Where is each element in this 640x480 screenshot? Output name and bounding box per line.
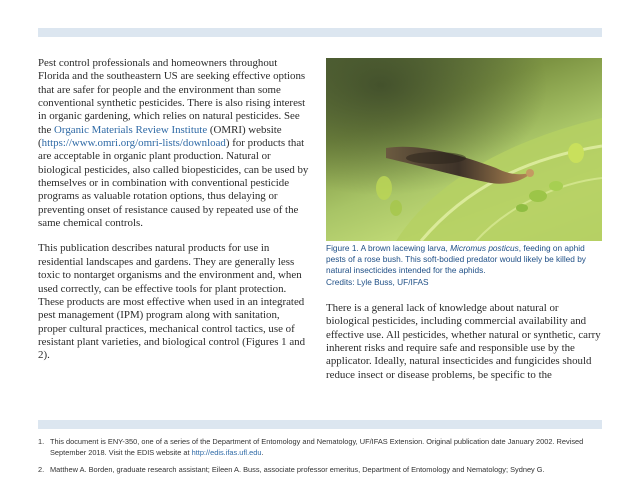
header-rule [38, 28, 602, 37]
right-paragraph: There is a general lack of knowledge about natural or biological pesticides, including commercial availability and effective use. All pesticides, whether natural or synthetic, carry inherent risks and require safe and responsible use by the applicator. Ideally, natural insecticides and fungicides should reduce insect or disease problems, be specific to the [326, 302, 601, 381]
figure-1-photo [326, 58, 602, 241]
caption-text: Figure 1. A brown lacewing larva, Micromus posticus, feeding on aphid pests of a rose bush. This soft-bodied predator would likely be killed by natural insecticides intended for the aphids. [326, 243, 586, 276]
omri-url-link[interactable]: https://www.omri.org/omri-lists/download [41, 137, 226, 150]
species-name: Micromus posticus [450, 243, 519, 253]
footnotes [38, 437, 608, 476]
intro-paragraph-2: This publication describes natural products for use in residential landscapes and gardens. They are generally less toxic to nontarget organisms and the environment and, when used correctly, can be effective tools for plant protection. These products are most effective when used in an integrated pest management (IPM) program along with sanitation, proper cultural practices, mechanical control tactics, use of resistant plant varieties, and biological control (Figures 1 and 2). [38, 242, 306, 362]
caption-credits: Credits: Lyle Buss, UF/IFAS [326, 276, 429, 287]
intro-paragraph-1: Pest control professionals and homeowners throughout Florida and the southeastern US are seeking effective options that are safer for people and the environment than some conventional synthetic pesticides. There is also rising interest in organic gardening, which relies on natural pesticides. See the Organic Materials Review Institute (OMRI) website (https://www.omri.org/omri-lists/download) for products that are acceptable in organic plant production. Natural or biological pesticides, also called biopesticides, can be used by themselves or in combination with conventional pesticide programs as valuable rotation options, thus delaying or preventing onset of resistance caused by repeated use of the same chemical controls. [38, 57, 309, 230]
lacewing-larva-illustration [326, 58, 602, 241]
intro-column [38, 57, 310, 363]
figure-1-caption [326, 243, 602, 288]
right-column [326, 302, 604, 382]
edis-link[interactable]: http://edis.ifas.ufl.edu [191, 447, 262, 457]
footnote-2: 2. Matthew A. Borden, graduate research assistant; Eileen A. Buss, associate professor emeritus, Department of Entomology and Nematology; Sydney G. [38, 465, 545, 474]
footnote-1: 1. This document is ENY-350, one of a series of the Department of Entomology and Nematology, UF/IFAS Extension. Original publication date January 2002. Revised September 2018. Visit the EDIS website at http://edis.ifas.ufl.edu. [38, 437, 584, 457]
omri-link[interactable]: Organic Materials Review Institute [54, 123, 208, 136]
footnote-rule [38, 420, 602, 429]
